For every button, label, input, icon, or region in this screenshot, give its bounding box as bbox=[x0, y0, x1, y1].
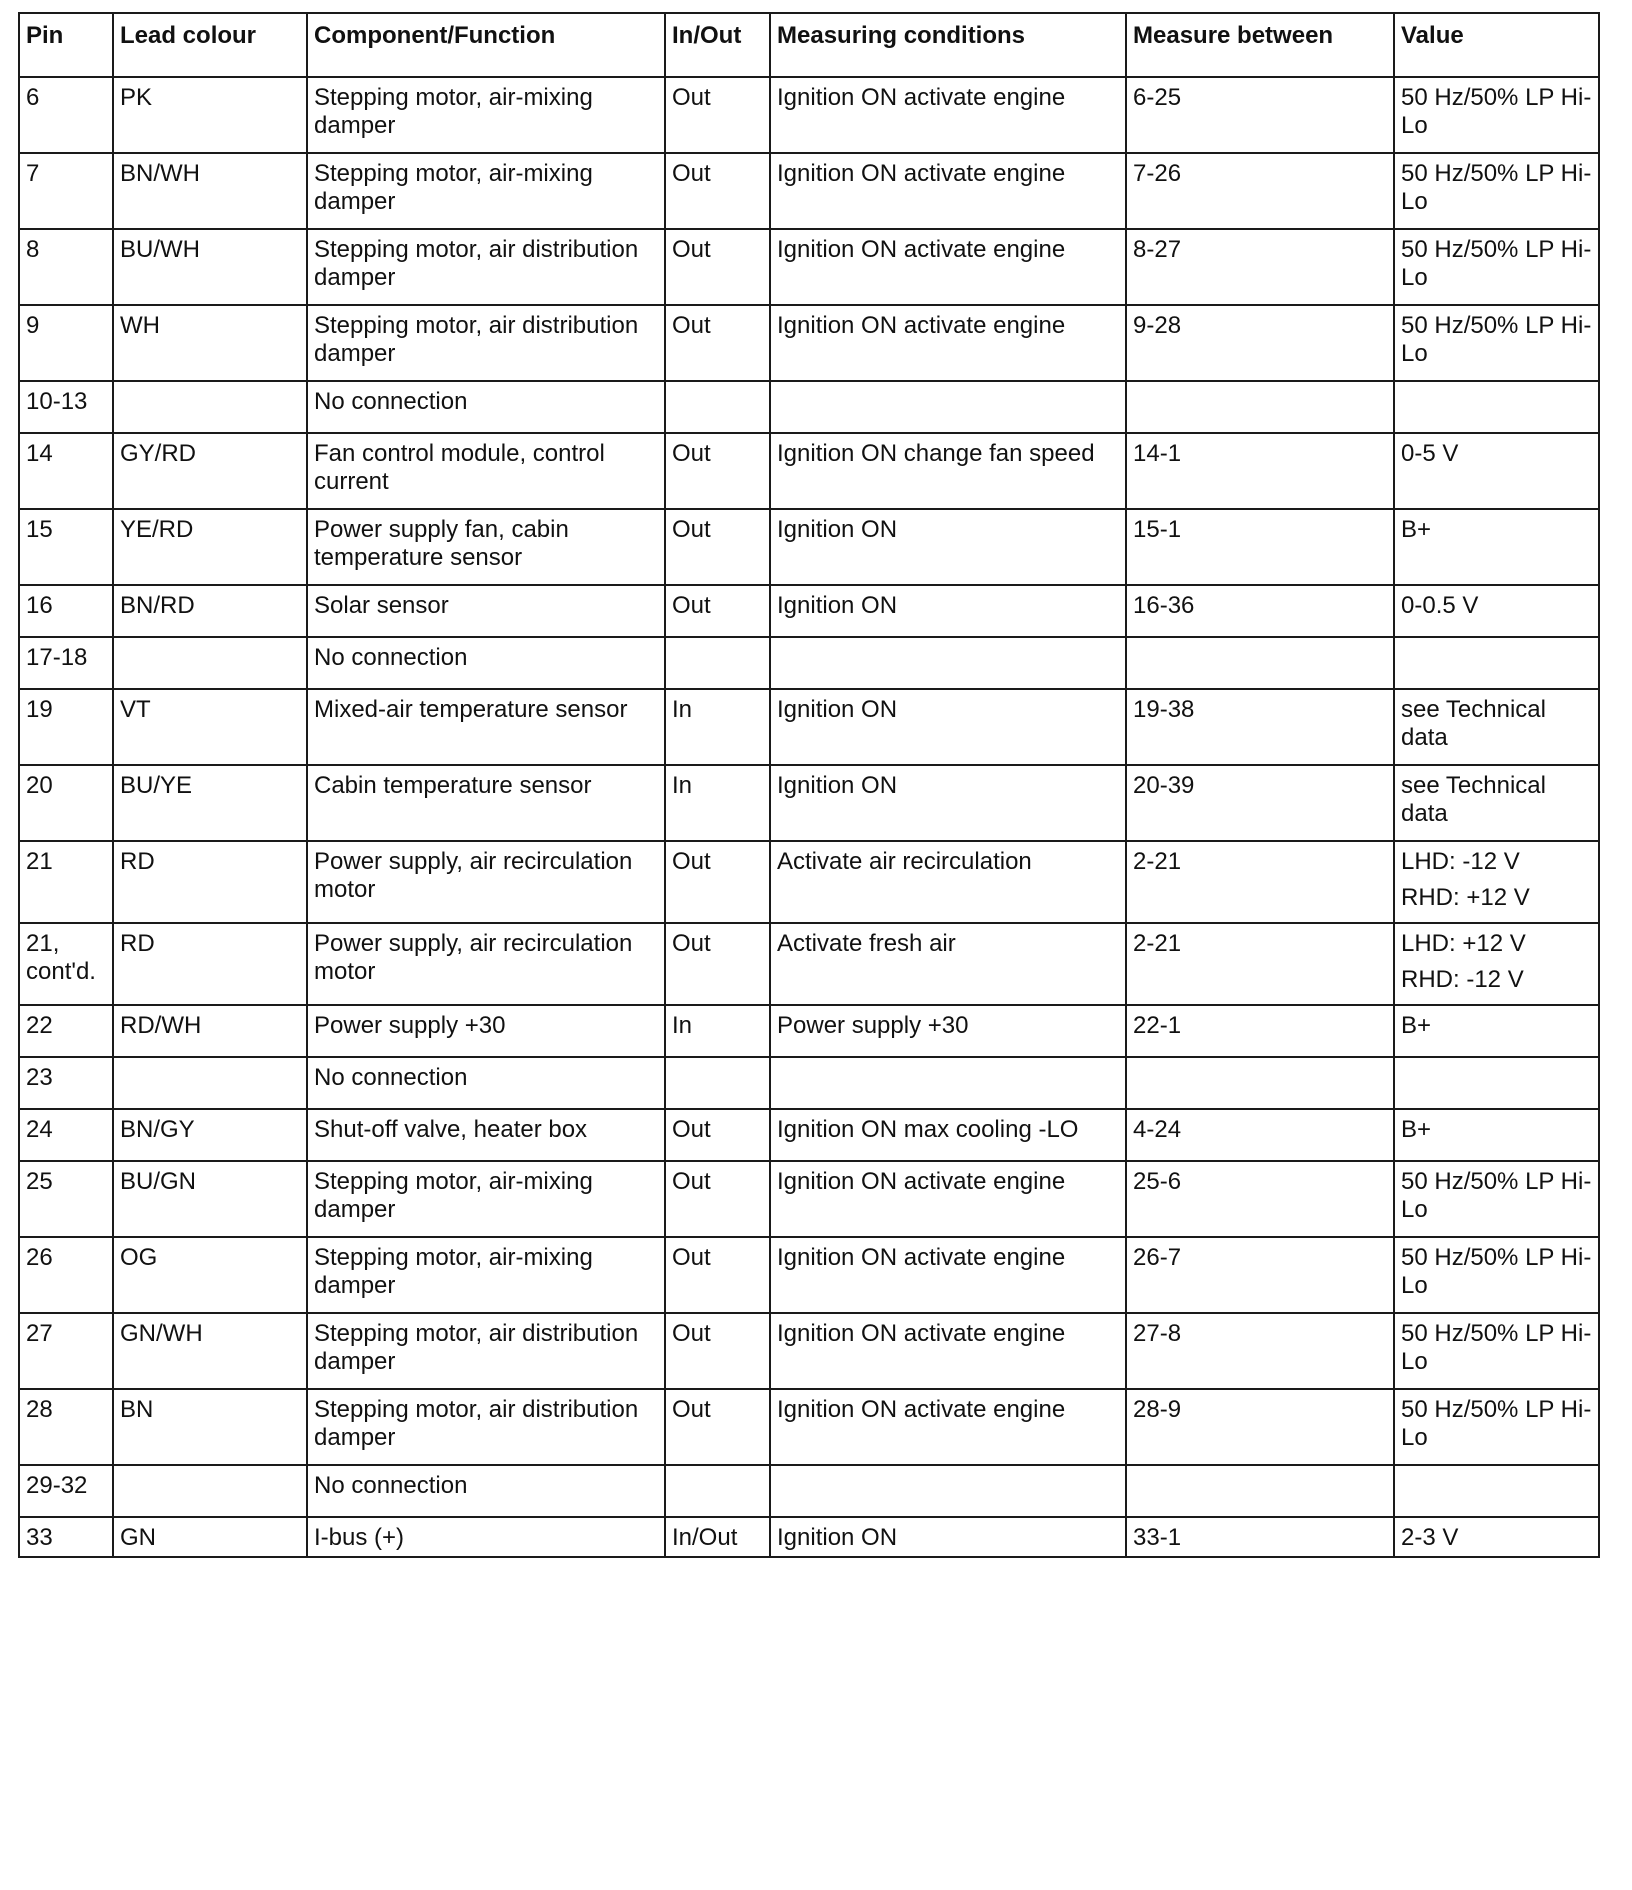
table-row bbox=[19, 637, 1599, 689]
table-body bbox=[19, 77, 1599, 1557]
cell-in-out: Out bbox=[665, 1389, 770, 1465]
header-in-out: In/Out bbox=[665, 13, 770, 77]
header-row bbox=[19, 13, 1599, 77]
value-line: 50 Hz/50% LP Hi-Lo bbox=[1401, 1320, 1592, 1375]
cell-component-function: Stepping motor, air-mixing damper bbox=[307, 153, 665, 229]
cell-pin: 27 bbox=[19, 1313, 113, 1389]
cell-in-out bbox=[665, 637, 770, 689]
cell-measuring-conditions: Ignition ON activate engine bbox=[770, 1313, 1126, 1389]
cell-pin: 25 bbox=[19, 1161, 113, 1237]
cell-measure-between bbox=[1126, 637, 1394, 689]
cell-in-out: Out bbox=[665, 305, 770, 381]
value-line: RHD: -12 V bbox=[1401, 966, 1524, 993]
cell-measuring-conditions: Ignition ON change fan speed bbox=[770, 433, 1126, 509]
cell-pin: 19 bbox=[19, 689, 113, 765]
cell-value bbox=[1394, 689, 1599, 765]
cell-lead-colour: VT bbox=[113, 689, 307, 765]
cell-measuring-conditions bbox=[770, 1057, 1126, 1109]
header-value: Value bbox=[1394, 13, 1599, 77]
cell-measure-between: 33-1 bbox=[1126, 1517, 1394, 1557]
cell-pin: 28 bbox=[19, 1389, 113, 1465]
cell-value bbox=[1394, 841, 1599, 923]
cell-value bbox=[1394, 765, 1599, 841]
cell-pin: 29-32 bbox=[19, 1465, 113, 1517]
cell-measuring-conditions: Activate fresh air bbox=[770, 923, 1126, 1005]
cell-pin: 9 bbox=[19, 305, 113, 381]
cell-pin: 20 bbox=[19, 765, 113, 841]
cell-measure-between: 4-24 bbox=[1126, 1109, 1394, 1161]
cell-component-function: Stepping motor, air-mixing damper bbox=[307, 77, 665, 153]
cell-value bbox=[1394, 153, 1599, 229]
cell-measure-between: 14-1 bbox=[1126, 433, 1394, 509]
value-line: 2-3 V bbox=[1401, 1524, 1459, 1551]
cell-value bbox=[1394, 77, 1599, 153]
header-pin: Pin bbox=[19, 13, 113, 77]
cell-measuring-conditions: Ignition ON activate engine bbox=[770, 1237, 1126, 1313]
cell-component-function: Fan control module, control current bbox=[307, 433, 665, 509]
cell-measuring-conditions: Ignition ON bbox=[770, 765, 1126, 841]
cell-value bbox=[1394, 637, 1599, 689]
table-row bbox=[19, 765, 1599, 841]
cell-measuring-conditions: Ignition ON activate engine bbox=[770, 153, 1126, 229]
cell-component-function: No connection bbox=[307, 637, 665, 689]
table-row bbox=[19, 433, 1599, 509]
table-row bbox=[19, 1109, 1599, 1161]
cell-in-out: In bbox=[665, 689, 770, 765]
table-row bbox=[19, 509, 1599, 585]
cell-component-function: Cabin temperature sensor bbox=[307, 765, 665, 841]
table-row bbox=[19, 1057, 1599, 1109]
cell-value bbox=[1394, 1005, 1599, 1057]
header-lead-colour: Lead colour bbox=[113, 13, 307, 77]
cell-measuring-conditions: Ignition ON activate engine bbox=[770, 77, 1126, 153]
cell-lead-colour: BU/WH bbox=[113, 229, 307, 305]
cell-lead-colour bbox=[113, 637, 307, 689]
cell-lead-colour: GN/WH bbox=[113, 1313, 307, 1389]
cell-measure-between: 28-9 bbox=[1126, 1389, 1394, 1465]
cell-value bbox=[1394, 1057, 1599, 1109]
cell-pin: 24 bbox=[19, 1109, 113, 1161]
cell-value bbox=[1394, 1389, 1599, 1465]
cell-pin: 21, cont'd. bbox=[19, 923, 113, 1005]
table-row bbox=[19, 1005, 1599, 1057]
value-line: 50 Hz/50% LP Hi-Lo bbox=[1401, 1244, 1592, 1299]
cell-measuring-conditions: Ignition ON max cooling -LO bbox=[770, 1109, 1126, 1161]
cell-measuring-conditions bbox=[770, 637, 1126, 689]
cell-lead-colour: BU/GN bbox=[113, 1161, 307, 1237]
cell-in-out: Out bbox=[665, 433, 770, 509]
table-row bbox=[19, 381, 1599, 433]
cell-measure-between bbox=[1126, 1465, 1394, 1517]
cell-in-out bbox=[665, 1465, 770, 1517]
table-row bbox=[19, 77, 1599, 153]
table-row bbox=[19, 305, 1599, 381]
table-row bbox=[19, 1313, 1599, 1389]
cell-measuring-conditions: Ignition ON activate engine bbox=[770, 1161, 1126, 1237]
cell-measure-between: 20-39 bbox=[1126, 765, 1394, 841]
cell-pin: 16 bbox=[19, 585, 113, 637]
cell-value bbox=[1394, 585, 1599, 637]
cell-in-out: Out bbox=[665, 77, 770, 153]
cell-value bbox=[1394, 433, 1599, 509]
cell-lead-colour: GN bbox=[113, 1517, 307, 1557]
value-line: 50 Hz/50% LP Hi-Lo bbox=[1401, 84, 1592, 139]
table-row bbox=[19, 1517, 1599, 1557]
cell-value bbox=[1394, 1465, 1599, 1517]
cell-component-function: No connection bbox=[307, 1057, 665, 1109]
cell-value bbox=[1394, 381, 1599, 433]
cell-lead-colour: BN/WH bbox=[113, 153, 307, 229]
cell-value bbox=[1394, 1237, 1599, 1313]
cell-measuring-conditions: Ignition ON bbox=[770, 585, 1126, 637]
cell-in-out: In bbox=[665, 1005, 770, 1057]
value-line: LHD: -12 V bbox=[1401, 848, 1520, 875]
header-measuring-conditions: Measuring conditions bbox=[770, 13, 1126, 77]
table-row bbox=[19, 153, 1599, 229]
cell-value bbox=[1394, 305, 1599, 381]
cell-measure-between: 2-21 bbox=[1126, 841, 1394, 923]
cell-measure-between: 6-25 bbox=[1126, 77, 1394, 153]
cell-measure-between: 19-38 bbox=[1126, 689, 1394, 765]
cell-measure-between: 9-28 bbox=[1126, 305, 1394, 381]
cell-in-out: Out bbox=[665, 585, 770, 637]
cell-component-function: Stepping motor, air distribution damper bbox=[307, 1389, 665, 1465]
header-component-function: Component/Function bbox=[307, 13, 665, 77]
cell-in-out: Out bbox=[665, 1109, 770, 1161]
cell-in-out: Out bbox=[665, 1237, 770, 1313]
cell-component-function: No connection bbox=[307, 381, 665, 433]
cell-value bbox=[1394, 1313, 1599, 1389]
cell-in-out: Out bbox=[665, 841, 770, 923]
value-line: 50 Hz/50% LP Hi-Lo bbox=[1401, 1396, 1592, 1451]
cell-pin: 14 bbox=[19, 433, 113, 509]
cell-lead-colour: RD bbox=[113, 923, 307, 1005]
cell-component-function: Power supply, air recirculation motor bbox=[307, 841, 665, 923]
cell-value bbox=[1394, 229, 1599, 305]
value-line: 50 Hz/50% LP Hi-Lo bbox=[1401, 236, 1592, 291]
cell-measure-between: 2-21 bbox=[1126, 923, 1394, 1005]
cell-component-function: Stepping motor, air distribution damper bbox=[307, 229, 665, 305]
cell-in-out: Out bbox=[665, 923, 770, 1005]
value-line: 0-0.5 V bbox=[1401, 592, 1479, 619]
cell-component-function: Stepping motor, air distribution damper bbox=[307, 1313, 665, 1389]
table-row bbox=[19, 841, 1599, 923]
value-line: see Technical data bbox=[1401, 772, 1546, 827]
cell-in-out: Out bbox=[665, 229, 770, 305]
pin-assignment-table bbox=[18, 12, 1600, 1558]
cell-measuring-conditions: Power supply +30 bbox=[770, 1005, 1126, 1057]
cell-component-function: Mixed-air temperature sensor bbox=[307, 689, 665, 765]
cell-value bbox=[1394, 1109, 1599, 1161]
cell-pin: 6 bbox=[19, 77, 113, 153]
cell-measure-between: 25-6 bbox=[1126, 1161, 1394, 1237]
cell-lead-colour bbox=[113, 381, 307, 433]
table-row bbox=[19, 585, 1599, 637]
cell-pin: 10-13 bbox=[19, 381, 113, 433]
header-measure-between: Measure between bbox=[1126, 13, 1394, 77]
cell-in-out: In/Out bbox=[665, 1517, 770, 1557]
value-line: B+ bbox=[1401, 516, 1432, 543]
cell-pin: 15 bbox=[19, 509, 113, 585]
cell-in-out bbox=[665, 381, 770, 433]
value-line: see Technical data bbox=[1401, 696, 1546, 751]
cell-measure-between: 26-7 bbox=[1126, 1237, 1394, 1313]
cell-measuring-conditions: Ignition ON bbox=[770, 509, 1126, 585]
cell-component-function: Stepping motor, air distribution damper bbox=[307, 305, 665, 381]
cell-measure-between bbox=[1126, 381, 1394, 433]
cell-pin: 33 bbox=[19, 1517, 113, 1557]
value-line: B+ bbox=[1401, 1012, 1432, 1039]
cell-lead-colour: YE/RD bbox=[113, 509, 307, 585]
cell-lead-colour bbox=[113, 1465, 307, 1517]
cell-value bbox=[1394, 509, 1599, 585]
cell-in-out: Out bbox=[665, 509, 770, 585]
table-row bbox=[19, 923, 1599, 1005]
value-line: 50 Hz/50% LP Hi-Lo bbox=[1401, 160, 1592, 215]
cell-component-function: Stepping motor, air-mixing damper bbox=[307, 1237, 665, 1313]
cell-component-function: No connection bbox=[307, 1465, 665, 1517]
cell-value bbox=[1394, 1161, 1599, 1237]
cell-component-function: Solar sensor bbox=[307, 585, 665, 637]
cell-component-function: Shut-off valve, heater box bbox=[307, 1109, 665, 1161]
cell-measuring-conditions: Ignition ON bbox=[770, 689, 1126, 765]
cell-pin: 8 bbox=[19, 229, 113, 305]
table-row bbox=[19, 1161, 1599, 1237]
cell-pin: 22 bbox=[19, 1005, 113, 1057]
table-row bbox=[19, 1389, 1599, 1465]
value-line: LHD: +12 V bbox=[1401, 930, 1526, 957]
value-line: RHD: +12 V bbox=[1401, 884, 1530, 911]
cell-lead-colour: PK bbox=[113, 77, 307, 153]
cell-measure-between: 15-1 bbox=[1126, 509, 1394, 585]
cell-lead-colour: RD bbox=[113, 841, 307, 923]
cell-measuring-conditions: Ignition ON activate engine bbox=[770, 229, 1126, 305]
cell-measuring-conditions: Ignition ON activate engine bbox=[770, 1389, 1126, 1465]
cell-measuring-conditions: Activate air recirculation bbox=[770, 841, 1126, 923]
cell-measure-between bbox=[1126, 1057, 1394, 1109]
cell-measure-between: 22-1 bbox=[1126, 1005, 1394, 1057]
cell-component-function: Power supply +30 bbox=[307, 1005, 665, 1057]
cell-in-out: Out bbox=[665, 1313, 770, 1389]
cell-measuring-conditions: Ignition ON activate engine bbox=[770, 305, 1126, 381]
cell-component-function: I-bus (+) bbox=[307, 1517, 665, 1557]
cell-pin: 21 bbox=[19, 841, 113, 923]
table-row bbox=[19, 1465, 1599, 1517]
table-row bbox=[19, 229, 1599, 305]
cell-lead-colour: BU/YE bbox=[113, 765, 307, 841]
cell-lead-colour: BN bbox=[113, 1389, 307, 1465]
table-row bbox=[19, 689, 1599, 765]
cell-pin: 26 bbox=[19, 1237, 113, 1313]
cell-pin: 23 bbox=[19, 1057, 113, 1109]
cell-measure-between: 16-36 bbox=[1126, 585, 1394, 637]
cell-in-out: In bbox=[665, 765, 770, 841]
cell-component-function: Power supply fan, cabin temperature sensor bbox=[307, 509, 665, 585]
value-line: B+ bbox=[1401, 1116, 1432, 1143]
cell-component-function: Stepping motor, air-mixing damper bbox=[307, 1161, 665, 1237]
value-line: 50 Hz/50% LP Hi-Lo bbox=[1401, 312, 1592, 367]
cell-measure-between: 8-27 bbox=[1126, 229, 1394, 305]
cell-in-out: Out bbox=[665, 1161, 770, 1237]
cell-measuring-conditions bbox=[770, 1465, 1126, 1517]
value-line: 0-5 V bbox=[1401, 440, 1459, 467]
pin-assignment-sheet bbox=[18, 12, 1598, 1558]
cell-value bbox=[1394, 923, 1599, 1005]
cell-lead-colour: BN/RD bbox=[113, 585, 307, 637]
table-row bbox=[19, 1237, 1599, 1313]
cell-lead-colour: RD/WH bbox=[113, 1005, 307, 1057]
cell-pin: 17-18 bbox=[19, 637, 113, 689]
cell-measuring-conditions: Ignition ON bbox=[770, 1517, 1126, 1557]
cell-component-function: Power supply, air recirculation motor bbox=[307, 923, 665, 1005]
cell-lead-colour: BN/GY bbox=[113, 1109, 307, 1161]
cell-pin: 7 bbox=[19, 153, 113, 229]
cell-value bbox=[1394, 1517, 1599, 1557]
cell-measure-between: 27-8 bbox=[1126, 1313, 1394, 1389]
cell-lead-colour: OG bbox=[113, 1237, 307, 1313]
cell-measuring-conditions bbox=[770, 381, 1126, 433]
cell-lead-colour: WH bbox=[113, 305, 307, 381]
value-line: 50 Hz/50% LP Hi-Lo bbox=[1401, 1168, 1592, 1223]
cell-lead-colour: GY/RD bbox=[113, 433, 307, 509]
cell-in-out bbox=[665, 1057, 770, 1109]
cell-in-out: Out bbox=[665, 153, 770, 229]
cell-measure-between: 7-26 bbox=[1126, 153, 1394, 229]
cell-lead-colour bbox=[113, 1057, 307, 1109]
